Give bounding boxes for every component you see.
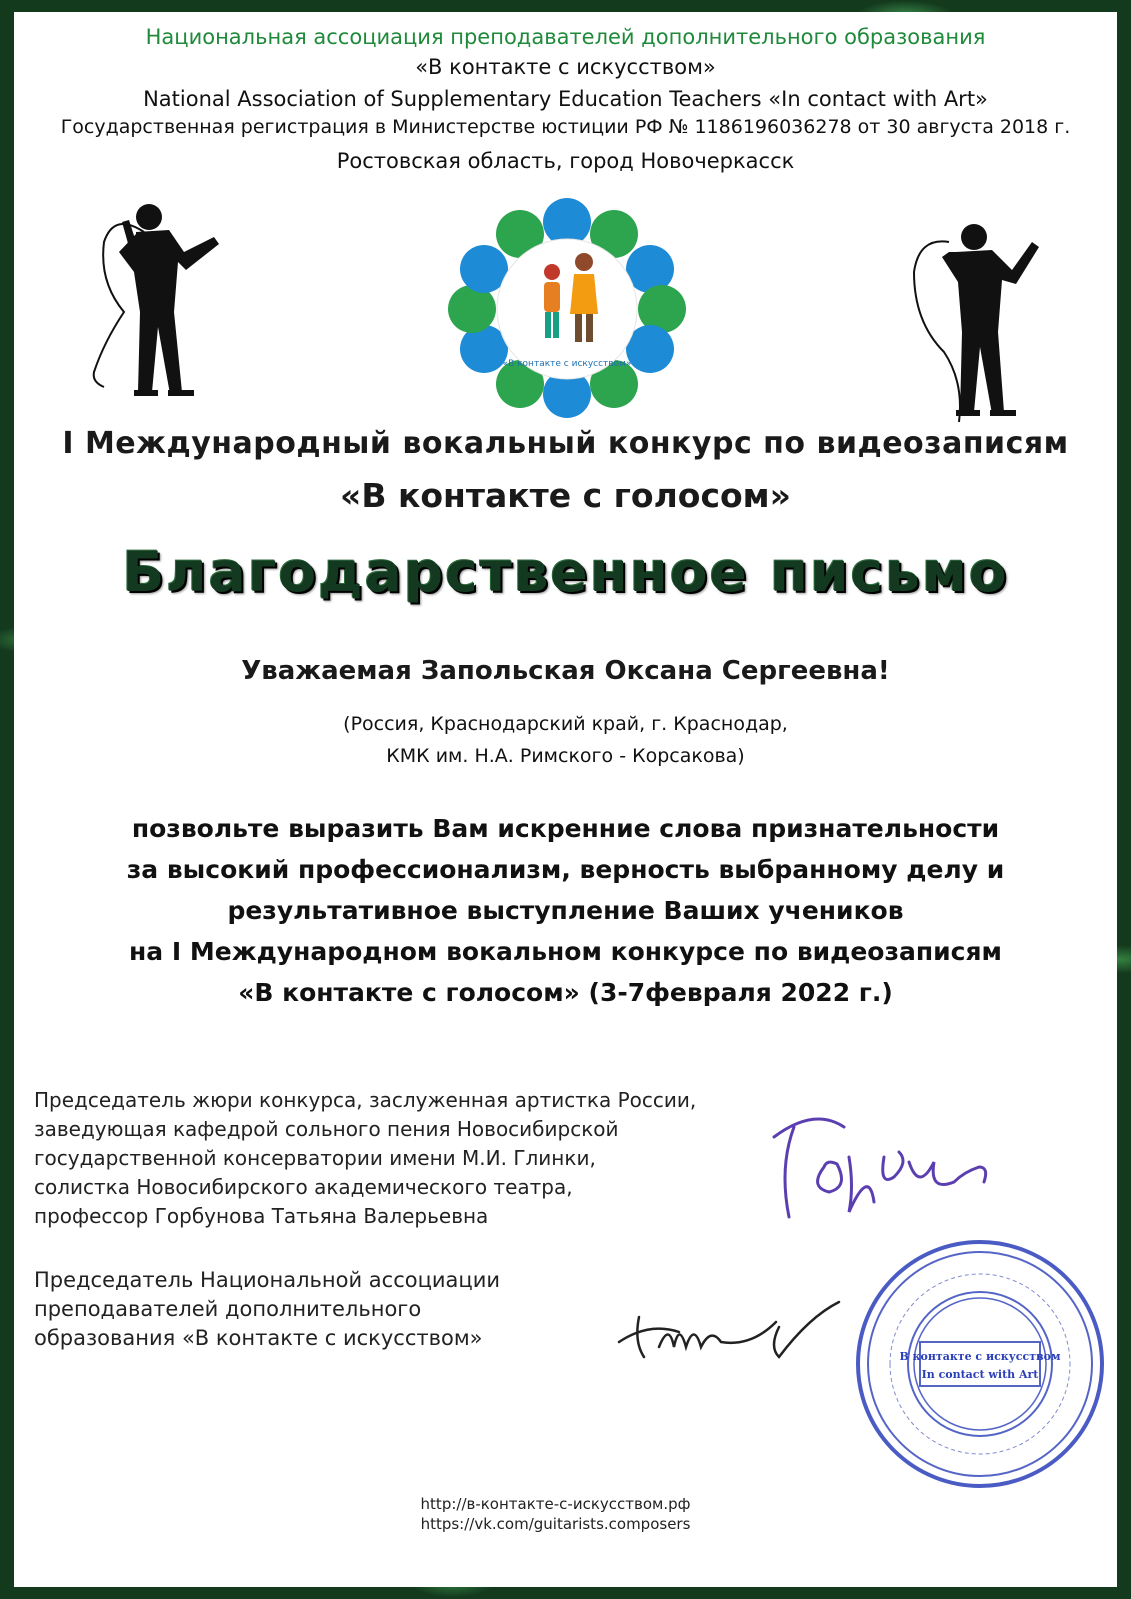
location-line (14, 148, 1117, 174)
letter-body (14, 808, 1117, 1013)
contest-title (14, 426, 1117, 461)
association-quote-name (14, 54, 1117, 80)
location-text: Ростовская область, город Новочеркасск (336, 149, 795, 173)
registration-line (14, 116, 1117, 138)
association-name (14, 24, 1117, 50)
recipient-name-text: Уважаемая Запольская Оксана Сергеевна! (241, 656, 890, 686)
jury-line: государственной консерватории имени М.И. Глинки, (34, 1146, 596, 1170)
certificate-sheet (14, 12, 1117, 1587)
association-chair-block (34, 1266, 500, 1353)
association-quote-text: «В контакте с искусством» (415, 55, 716, 79)
body-line: позвольте выразить Вам искренние слова признательности (131, 814, 1000, 843)
recipient-name (14, 656, 1117, 686)
stamp-line-2: In contact with Art (921, 1368, 1039, 1381)
jury-line: Председатель жюри конкурса, заслуженная артистка России, (34, 1088, 697, 1112)
address-line-1: (Россия, Краснодарский край, г. Краснодар, (343, 713, 788, 735)
jury-line: заведующая кафедрой сольного пения Новосибирской (34, 1117, 619, 1141)
official-stamp (850, 1234, 1110, 1494)
jury-line: солистка Новосибирского академического театра, (34, 1175, 573, 1199)
vk-link[interactable]: https://vk.com/guitarists.composers (420, 1515, 691, 1533)
association-logo (432, 194, 702, 419)
recipient-address (14, 708, 1117, 772)
body-line: результативное выступление Ваших учеников (227, 896, 904, 925)
contest-name-text: «В контакте с голосом» (340, 476, 791, 515)
address-line-2: КМК им. Н.А. Римского - Корсакова) (386, 745, 745, 767)
logo-inner-text: «В контакте с искусством» (502, 359, 632, 369)
association-name-ru: Национальная ассоциация преподавателей дополнительного образования (145, 25, 986, 49)
jury-line: профессор Горбунова Татьяна Валерьевна (34, 1204, 489, 1228)
contest-title-text: I Международный вокальный конкурс по видеозаписям (62, 426, 1069, 461)
body-line: «В контакте с голосом» (3-7февраля 2022 г.) (238, 978, 893, 1007)
association-name-en-text: National Association of Supplementary Education Teachers «In contact with Art» (143, 87, 988, 111)
association-name-en (14, 86, 1117, 112)
jury-chair-block (34, 1086, 696, 1231)
chair-line: преподавателей дополнительного (34, 1297, 422, 1321)
chair-signature-icon (604, 1282, 864, 1372)
letter-title (14, 540, 1117, 604)
singer-silhouette-right-icon (894, 212, 1044, 427)
registration-text: Государственная регистрация в Министерстве юстиции РФ № 1186196036278 от 30 августа 2018 г. (60, 116, 1071, 138)
body-line: на I Международном вокальном конкурсе по видеозаписям (129, 937, 1002, 966)
contest-name (14, 476, 1117, 515)
letter-title-text: Благодарственное письмо (122, 540, 1009, 604)
body-line: за высокий профессионализм, верность выбранному делу и (126, 855, 1005, 884)
chair-line: Председатель Национальной ассоциации (34, 1268, 500, 1292)
singer-silhouette-left-icon (74, 192, 234, 407)
footer-links (4, 1494, 1107, 1534)
stamp-line-1: В контакте с искусством (899, 1350, 1061, 1363)
chair-line: образования «В контакте с искусством» (34, 1326, 483, 1350)
jury-signature-icon (754, 1097, 1024, 1227)
site-link[interactable]: http://в-контакте-с-искусством.рф (420, 1495, 691, 1513)
